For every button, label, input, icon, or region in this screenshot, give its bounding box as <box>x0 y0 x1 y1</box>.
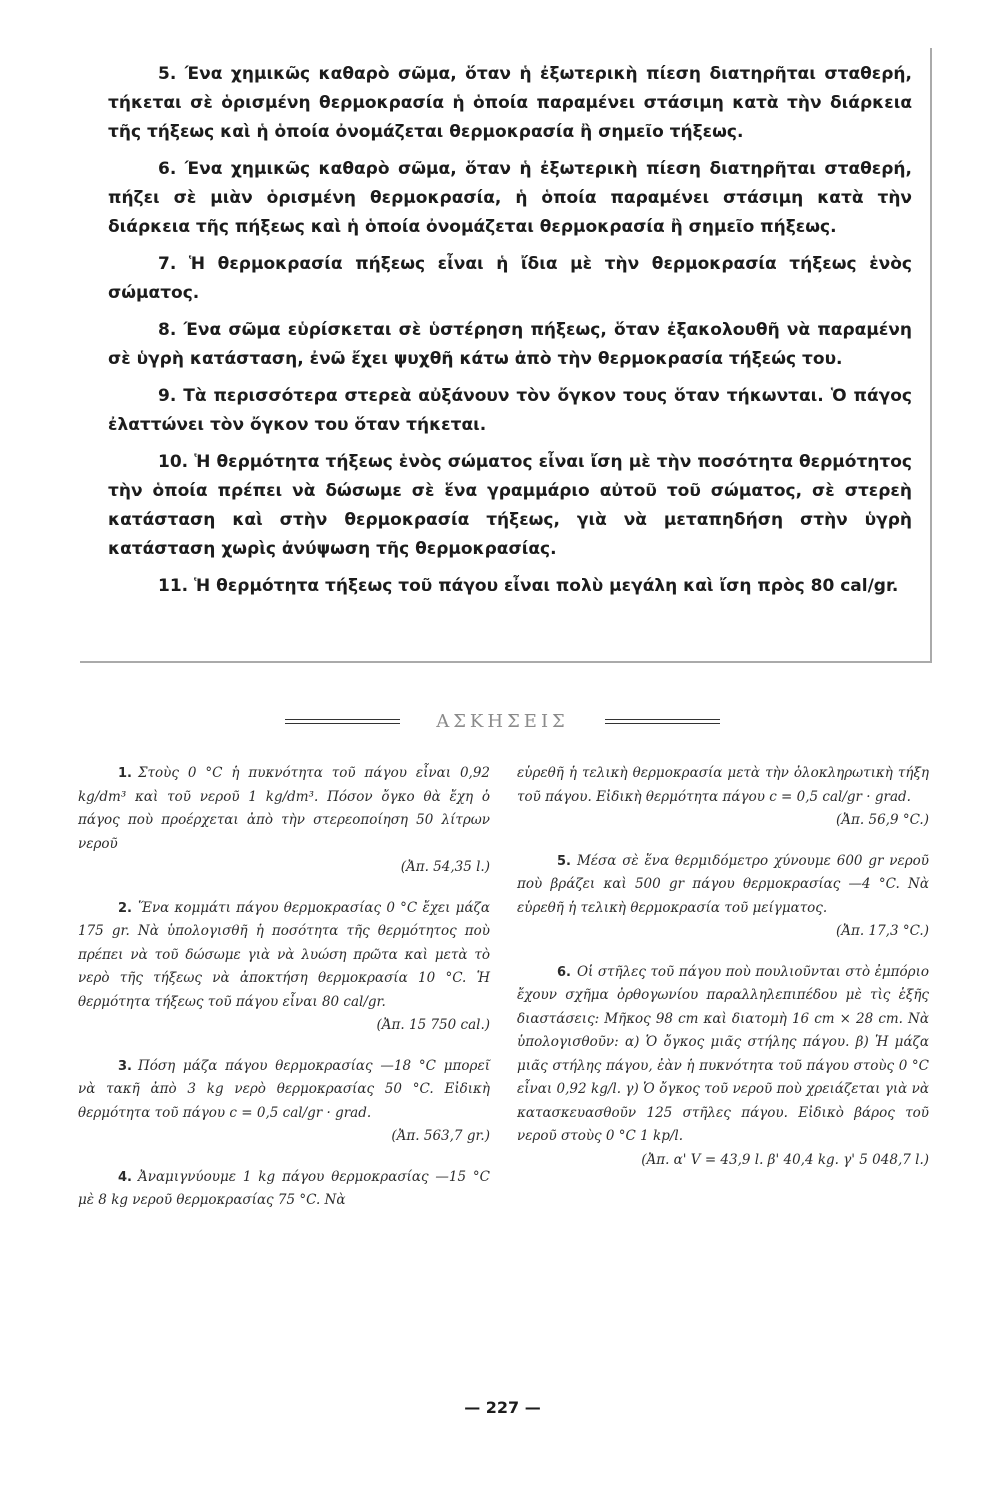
exercise-answer: (Ἀπ. 17,3 °C.) <box>836 923 929 939</box>
exercise-item: 2. Ἕνα κομμάτι πάγου θερμοκρασίας 0 °C ἔχει μάζα 175 gr. Νὰ ὑπολογισθῆ ἡ ποσότητα τῆς θερμότητος ποὺ πρέπει νὰ τοῦ δώσωμε γιὰ νὰ λυώση πρῶτα καὶ μετὰ τὸ νερὸ τῆς τήξεως νὰ ἀποκτήση θερμοκρασία 10 °C. Ἡ θερμότητα τήξεως τοῦ πάγου εἶναι 80 cal/gr. (Ἀπ. 15 750 cal.) <box>78 897 490 1038</box>
exercise-answer: (Ἀπ. 15 750 cal.) <box>376 1017 490 1033</box>
page-number: — 227 — <box>464 1398 541 1417</box>
summary-item: 10. Ἡ θερμότητα τήξεως ἑνὸς σώματος εἶναι ἴση μὲ τὴν ποσότητα θερμότητος τὴν ὁποία πρέπει νὰ δώσωμε σὲ ἕνα γραμμάριο αὐτοῦ τοῦ σώματος, σὲ στερεὴ κατάσταση καὶ στὴν θερμοκρασία τήξεως, γιὰ νὰ μεταπηδήση στὴν ὑγρὴ κατάσταση χωρὶς ἀνύψωση τῆς θερμοκρασίας. <box>108 452 912 559</box>
exercises-heading-text: ΑΣΚΗΣΕΙΣ <box>436 710 569 732</box>
heading-rule-right <box>605 719 720 724</box>
exercise-item: 4. Ἀναμιγνύουμε 1 kg πάγου θερμοκρασίας —15 °C μὲ 8 kg νεροῦ θερμοκρασίας 75 °C. Νὰ <box>78 1168 490 1208</box>
exercises-right-column <box>517 762 929 1189</box>
exercise-answer: (Ἀπ. 54,35 l.) <box>400 859 490 875</box>
summary-item: 6. Ένα χημικῶς καθαρὸ σῶμα, ὅταν ἡ ἐξωτερικὴ πίεση διατηρῆται σταθερή, πήζει σὲ μιὰν ὁρισμένη θερμοκρασία, ἡ ὁποία παραμένει στάσιμη κατὰ τὴν διάρκεια τῆς πήξεως καὶ ἡ ὁποία ὀνομάζεται θερμοκρασία ἢ σημεῖο πήξεως. <box>108 159 912 237</box>
exercise-answer: (Ἀπ. 56,9 °C.) <box>836 812 929 828</box>
exercise-item: 3. Πόση μάζα πάγου θερμοκρασίας —18 °C μπορεῖ νὰ τακῆ ἀπὸ 3 kg νερὸ θερμοκρασίας 50 °C. Εἰδικὴ θερμότητα τοῦ πάγου c = 0,5 cal/gr · grad. (Ἀπ. 563,7 gr.) <box>78 1055 490 1149</box>
heading-rule-left <box>285 719 400 724</box>
summary-list <box>108 60 912 609</box>
exercise-answer: (Ἀπ. 563,7 gr.) <box>391 1128 490 1144</box>
exercise-item: 5. Μέσα σὲ ἕνα θερμιδόμετρο χύνουμε 600 gr νεροῦ ποὺ βράζει καὶ 500 gr πάγου θερμοκρασίας —4 °C. Νὰ εὑρεθῆ ἡ τελικὴ θερμοκρασία τοῦ μείγματος. (Ἀπ. 17,3 °C.) <box>517 850 929 944</box>
exercise-answer: (Ἀπ. α' V = 43,9 l. β' 40,4 kg. γ' 5 048,7 l.) <box>641 1151 929 1168</box>
summary-item: 7. Ἡ θερμοκρασία πήξεως εἶναι ἡ ἴδια μὲ τὴν θερμοκρασία τήξεως ἑνὸς σώματος. <box>108 254 913 303</box>
summary-item: 9. Τὰ περισσότερα στερεὰ αὐξάνουν τὸν ὄγκον τους ὅταν τήκωνται. Ὁ πάγος ἐλαττώνει τὸν ὄγκον του ὅταν τήκεται. <box>108 386 912 435</box>
summary-item: 5. Ένα χημικῶς καθαρὸ σῶμα, ὅταν ἡ ἐξωτερικὴ πίεση διατηρῆται σταθερή, τήκεται σὲ ὁρισμένη θερμοκρασία ἡ ὁποία παραμένει στάσιμη κατὰ τὴν διάρκεια τῆς τήξεως καὶ ἡ ὁποία ὀνομάζεται θερμοκρασία ἢ σημεῖο τήξεως. <box>108 64 912 142</box>
exercises-left-column <box>78 762 490 1230</box>
exercise-item: 6. Οἱ στῆλες τοῦ πάγου ποὺ πουλιοῦνται στὸ ἐμπόριο ἔχουν σχῆμα ὀρθογωνίου παραλληλεπιπέδου μὲ τὶς ἑξῆς διαστάσεις: Μῆκος 98 cm καὶ διατομὴ 16 cm × 28 cm. Νὰ ὑπολογισθοῦν: α) Ὁ ὄγκος μιᾶς στήλης πάγου. β) Ἡ μάζα μιᾶς στήλης πάγου, ἐὰν ἡ πυκνότητα τοῦ πάγου στοὺς 0 °C εἶναι 0,92 kg/l. γ) Ὁ ὄγκος τοῦ νεροῦ ποὺ χρειάζεται γιὰ νὰ κατασκευασθοῦν 125 στῆλες πάγου. Εἰδικὸ βάρος τοῦ νεροῦ στοὺς 0 °C 1 kp/l. (Ἀπ. α' V = 43,9 l. β' 40,4 kg. γ' 5 048,7 l.) <box>517 961 929 1173</box>
exercise-item: 1. Στοὺς 0 °C ἡ πυκνότητα τοῦ πάγου εἶναι 0,92 kg/dm³ καὶ τοῦ νεροῦ 1 kg/dm³. Πόσον ὄγκο θὰ ἔχη ὁ πάγος ποὺ προέρχεται ἀπὸ τὴν στερεοποίηση 50 λίτρων νεροῦ (Ἀπ. 54,35 l.) <box>78 762 490 880</box>
exercises-heading <box>285 706 720 736</box>
summary-item: 8. Ένα σῶμα εὑρίσκεται σὲ ὑστέρηση πήξεως, ὅταν ἐξακολουθῆ νὰ παραμένη σὲ ὑγρὴ κατάσταση, ἐνῶ ἔχει ψυχθῆ κάτω ἀπὸ τὴν θερμοκρασία τήξεώς του. <box>108 320 912 369</box>
exercise-item-continued: εὑρεθῆ ἡ τελικὴ θερμοκρασία μετὰ τὴν ὁλοκληρωτικὴ τήξη τοῦ πάγου. Εἰδικὴ θερμότητα πάγου c = 0,5 cal/gr · grad. (Ἀπ. 56,9 °C.) <box>517 762 929 833</box>
summary-item: 11. Ἡ θερμότητα τήξεως τοῦ πάγου εἶναι πολὺ μεγάλη καὶ ἴση πρὸς 80 cal/gr. <box>158 576 899 596</box>
